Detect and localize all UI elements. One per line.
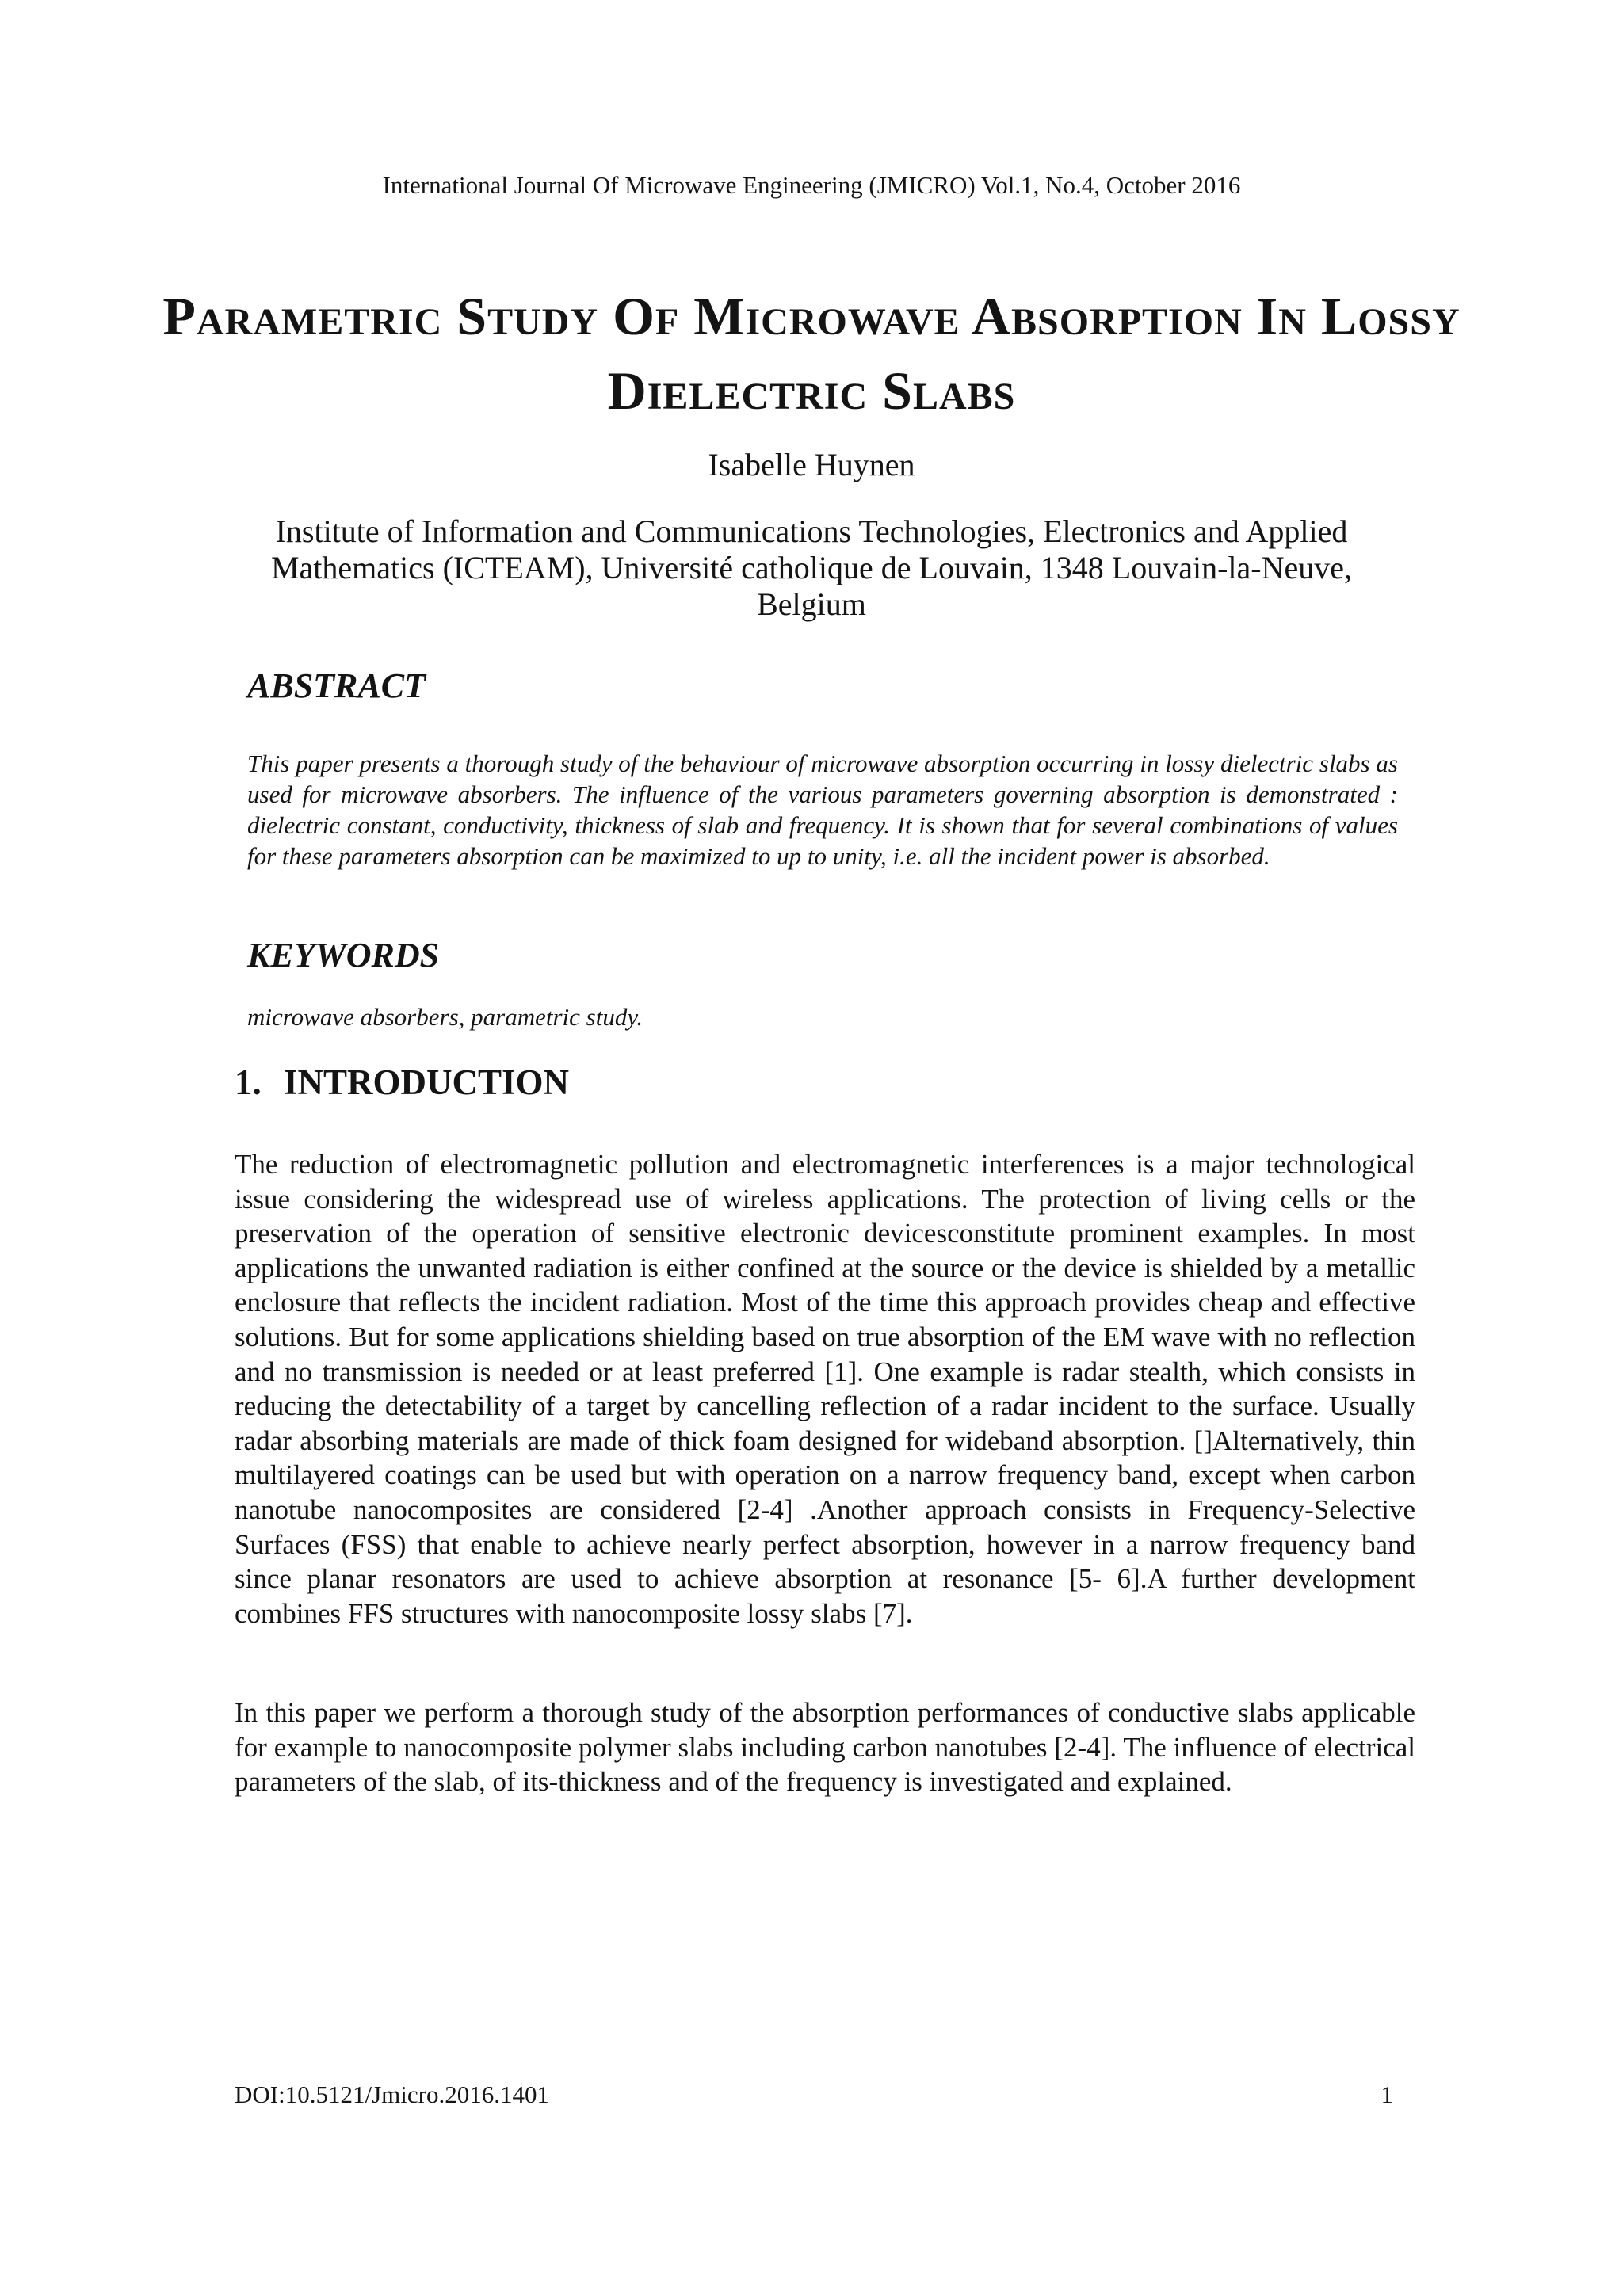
abstract-heading: ABSTRACT — [247, 666, 426, 705]
abstract-text: This paper presents a thorough study of the behaviour of microwave absorption occurring in lossy dielectric slabs as used for microwave absorbers. The influence of the various parameters governing absorption is demonstrated : dielectric constant, conductivity, thickness of slab and frequency. It is shown that for several combinations of values for these parameters absorption can be maximized to up to unity, i.e. all the incident power is absorbed. — [247, 749, 1398, 870]
paper-title: Parametric Study Of Microwave Absorption In Lossy Dielectric Slabs — [162, 286, 1461, 421]
author-affiliation: Institute of Information and Communications Technologies, Electronics and Applied Mathematics (ICTEAM), Université catholique de Louvain, 1348 Louvain-la-Neuve, Belgium — [270, 513, 1353, 622]
author-name: Isabelle Huynen — [708, 447, 915, 482]
introduction-paragraph-1: The reduction of electromagnetic pollution and electromagnetic interferences is a major technological issue considering the widespread use of wireless applications. The protection of living cells or the preservation of the operation of sensitive electronic devicesconstitute prominent examples. In most applications the unwanted radiation is either confined at the source or the device is shielded by a metallic enclosure that reflects the incident radiation. Most of the time this approach provides cheap and effective solutions. But for some applications shielding based on true absorption of the EM wave with no reflection and no transmission is needed or at least preferred [1]. One example is radar stealth, which consists in reducing the detectability of a target by cancelling reflection of a radar incident to the surface. Usually radar absorbing materials are made of thick foam designed for wideband absorption. []Alternatively, thin multilayered coatings can be used but with operation on a narrow frequency band, except when carbon nanotube nanocomposites are considered [2-4] .Another approach consists in Frequency-Selective Surfaces (FSS) that enable to achieve nearly perfect absorption, however in a narrow frequency band since planar resonators are used to achieve absorption at resonance [5- 6].A further development combines FFS structures with nanocomposite lossy slabs [7]. — [235, 1149, 1415, 1629]
keywords-heading: KEYWORDS — [247, 936, 440, 974]
section-title: INTRODUCTION — [284, 1062, 570, 1102]
section-number: 1. — [235, 1062, 262, 1102]
page-number: 1 — [1381, 2081, 1393, 2108]
introduction-paragraph-2: In this paper we perform a thorough study of the absorption performances of conductive slabs applicable for example to nanocomposite polymer slabs including carbon nanotubes [2-4]. The influence of electrical parameters of the slab, of its-thickness and of the frequency is investigated and explained. — [235, 1697, 1415, 1798]
footer-doi: DOI:10.5121/Jmicro.2016.1401 — [235, 2081, 549, 2108]
introduction-heading — [235, 1060, 569, 1104]
keywords-text: microwave absorbers, parametric study. — [247, 1003, 643, 1031]
journal-header: International Journal Of Microwave Engineering (JMICRO) Vol.1, No.4, October 2016 — [382, 171, 1241, 199]
